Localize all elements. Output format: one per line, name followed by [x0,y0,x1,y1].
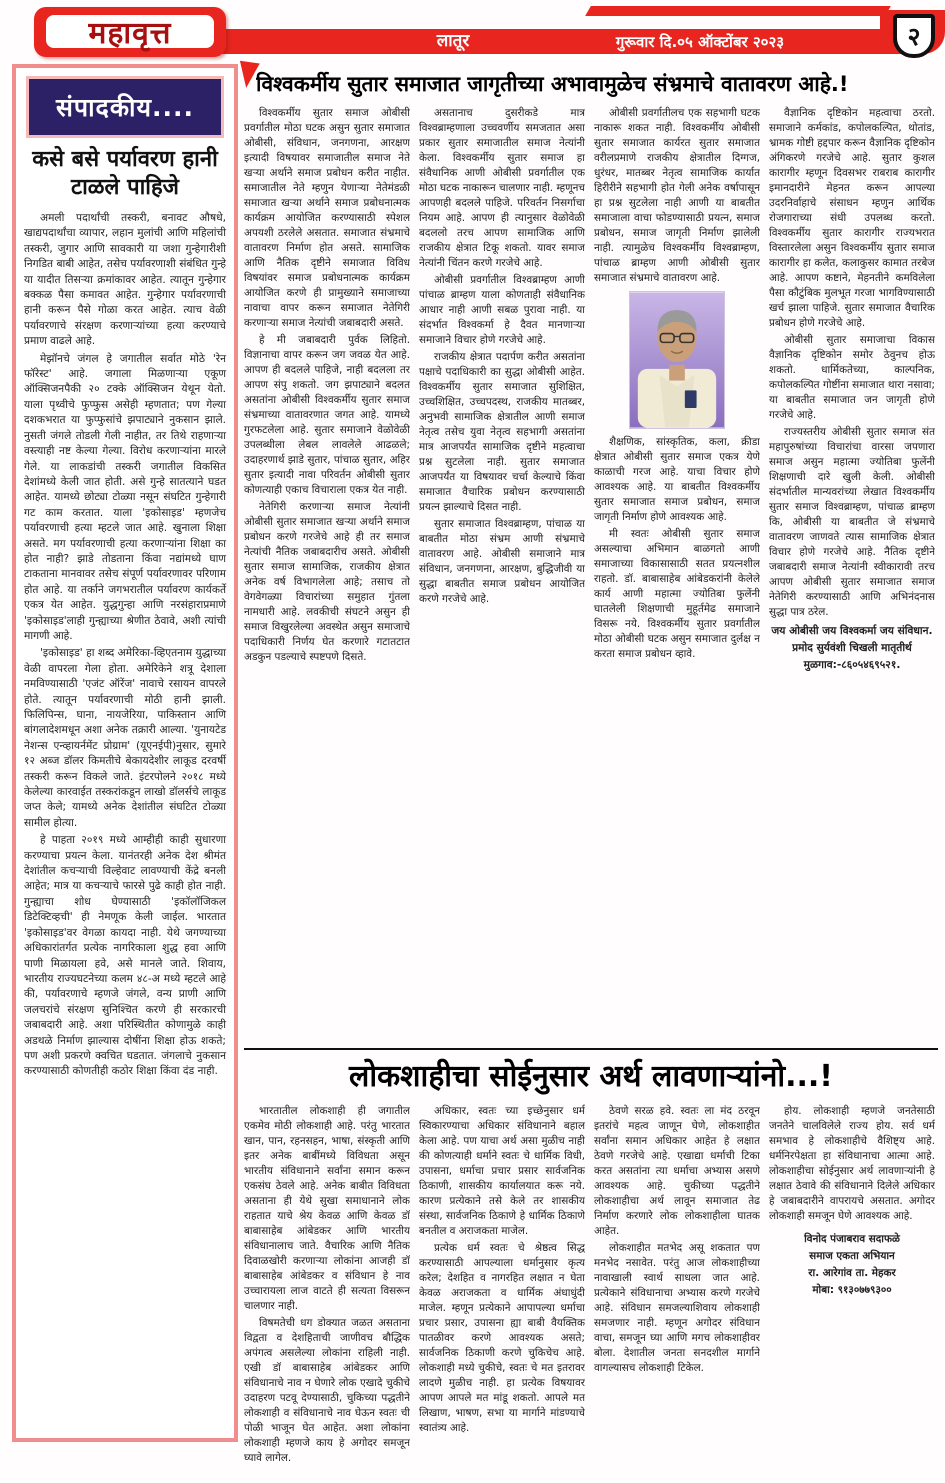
paragraph: वैज्ञानिक दृष्टिकोन महत्वाचा ठरतो. समाजाने कर्मकांड, कपोलकल्पित, थोतांड, भ्रामक गोष्टी हद्दपार करून वैज्ञानिक दृष्टिकोन अंगिकरणे गरजेचे आहे. सुतार कुशल कारागीर म्हणून दिवसभर राबराब कारागीर इमानदारीने मेहनत करून आपल्या उदरनिर्वाहाचे संसाधन म्हणुन आर्थिक रोजगाराच्या संधी उपलब्ध करतो. विश्वकर्मीय सुतार कारागीर राज्यभरात विस्तारलेला असुन विश्वकर्मीय सुतार समाज कारागीर हा कलेत, कलाकुसर कामात तरबेज आहे. आपण कष्टाने, मेहनतीने कमविलेला पैसा कौटुंबिक मुलभूत गरजा भागविण्यासाठी खर्च झाला पाहिजे. सुतार समाजात वैचारिक प्रबोधन होणे गरजेचे आहे. [769,107,935,329]
paragraph: होय. लोकशाही म्हणजे जनतेसाठी जनतेने चालविलेले राज्य होय. सर्व धर्म समभाव हे लोकशाहीचे वैशिष्ट्य आहे. धर्मनिरपेक्षता हा संविधानाचा आत्मा आहे. लोकशाहीचा सोईनुसार अर्थ लावणाऱ्यांनी हे लक्षात ठेवावे की संविधानाने दिलेले अधिकार हे जबाबदारीने वापरायचे असतात. अगोदर लोकशाही समजून घेणे आवश्यक आहे. [769,1105,935,1222]
paragraph: मोबा: ९१३०७७९३०० [812,1284,892,1296]
col3-top-text [594,106,760,286]
paragraph: ओबीसी सुतार समाजाचा विकास वैज्ञानिक दृष्टिकोन समोर ठेवुनच होऊ शकतो. धार्मिकतेच्या, काल्पनिक, कपोलकल्पित गोष्टींना समाजात थारा नसावा; या बाबतीत समाजात जन जागृती होणे गरजेचे आहे. [769,334,935,421]
paragraph: भारतातील लोकशाही ही जगातील एकमेव मोठी लोकशाही आहे. परंतु भारतात खान, पान, रहनसहन, भाषा, संस्कृती आणि इतर अनेक बाबींमध्ये विविधता असून भारतीय संविधानाने सर्वांना समान करून एकसंघ ठेवले आहे. अनेक बाबीत विविधता असताना ही येथे सुखा समाधानाने लोक राहतात याचे श्रेय केवळ आणि केवळ डॉ बाबासाहेब आंबेडकर आणि भारतीय संविधानालाच जाते. वैचारिक आणि नैतिक दिवाळखोरी करणाऱ्या लोकांना आजही डॉ बाबासाहेब आंबेडकर व संविधान हे नाव उच्चारायला लाज वाटते ही सत्यता विसरून चालणार नाही. [244,1105,410,1312]
paragraph: हे पाहता २०१९ मध्ये आम्हीही काही सुधारणा करण्याचा प्रयत्न केला. यानंतरही अनेक देश श्रीमंत देशांतील कचऱ्याची विल्हेवाट लावण्याची केंद्रे बनली आहेत; मात्र या कचऱ्याचे फारसे पुढे काही होत नाही. गुन्ह्याचा शोध घेण्यासाठी 'इकॉलॉजिकल डिटेक्टिव्हची' ही नेमणूक केली जाईल. भारतात 'इकोसाइड'वर वेगळा कायदा नाही. येथे जगण्याच्या अधिकारांतर्गत प्रत्येक नागरिकाला शुद्ध हवा आणि पाणी मिळायला हवे, असे मानले जाते. शिवाय, भारतीय राज्यघटनेच्या कलम ४८-अ मध्ये म्हटले आहे की, पर्यावरणाचे म्हणजे जंगले, वन्य प्राणी आणि जलचरांचे संरक्षण सुनिश्चित करणे ही सरकारची जबाबदारी आहे. अशा परिस्थितीत कोणामुळे काही अडथळे निर्माण झाल्यास दोषींना शिक्षा होऊ शकते; पण अशी प्रकरणे क्वचित घडतात. जंगलाचे नुकसान करण्यासाठी कोणतीही कठोर शिक्षा किंवा दंड नाही. [24,834,226,1078]
main-article-column-3 [594,106,760,1031]
second-article-column-2 [419,1104,585,1476]
editorial-section-header [26,76,224,138]
main-article [244,62,938,1047]
paragraph: असतानाच दुसरीकडे मात्र विश्वब्राम्हणाला उच्चवर्णीय समजतात असा प्रकार सुतार समाजातील समाज नेत्यांनी केला. विश्वकर्मीय सुतार समाज हा संवैधानिक आणी ओबीसी प्रवर्गातील एक मोठा घटक नाकारून चालणार नाही. म्हणूनच आपणही बदलले पाहिजे. परिवर्तन निसर्गाचा नियम आहे. आपण ही त्यानुसार वेळोवेळी बदललो तरच आपण सामाजिक आणि राजकीय क्षेत्रात टिकू शकतो. यावर समाज नेत्यांनी चिंतन करणे गरजेचे आहे. [419,107,585,269]
second-article-column-1 [244,1104,410,1476]
main-article-columns [244,106,938,1031]
col4-text [769,106,935,620]
headline-flag-icon [236,61,259,90]
paragraph: विनोद पंजाबराव सदाफळे [804,1233,900,1245]
second-article-column-4 [769,1104,935,1476]
paper-logo-inner [46,15,214,51]
main-article-column-1 [244,106,410,1031]
second-col4-text [769,1104,935,1224]
second-article [244,1048,938,1478]
main-article-signoff [769,624,935,673]
paragraph: ठेवणे सरळ हवे. स्वतः ला मंद ठरवून इतरांचे महत्व जाणून घेणे, लोकशाहीत सर्वांना समान अधिकार आहेत हे लक्षात ठेवणे गरजेचे आहे. एखाद्या धर्माची टिका करत असतांना त्या धर्माचा अभ्यास असणे आवश्यक आहे. चुकीच्या पद्धतीने लोकशाहीचा अर्थ लावून समाजात तेढ निर्माण करणारे लोक लोकशाहीला घातक आहेत. [594,1105,760,1237]
main-article-column-4 [769,106,935,1031]
main-article-headline: विश्वकर्मीय सुतार समाजात जागृतीच्या अभावामुळेच संभ्रमाचे वातावरण आहे.! [256,72,849,96]
editorial-title: कसे बसे पर्यावरण हानी टाळले पाहिजे [32,147,218,200]
paragraph: मी स्वतः ओबीसी सुतार समाज असल्याचा अभिमान बाळगतो आणी समाजाच्या विकासासाठी सतत प्रयत्नशील राहतो. डॉ. बाबासाहेब आंबेडकरांनी केलेले कार्य आणी महात्मा ज्योतिबा फुलेंनी घातलेली शिक्षणाची मुहूर्तमेढ समाजाने विसरू नये. विश्वकर्मीय सुतार प्रवर्गातील मोठा ओबीसी घटक असुन समाजात दुर्लक्ष न करता समाज प्रबोधन व्हावे. [594,528,760,660]
second-article-headline: लोकशाहीचा सोईनुसार अर्थ लावणाऱ्यांनो...! [349,1059,833,1094]
author-portrait-photo [629,291,725,429]
paper-name: महावृत्त [88,16,172,51]
col3-bottom-text [594,435,760,662]
paragraph: ओबीसी प्रवर्गातीलच एक सहभागी घटक नाकारू शकत नाही. विश्वकर्मीय ओबीसी सुतार समाजात कार्यरत सुतार समाजात वरीलप्रमाणे राजकीय क्षेत्रातील दिग्गज, धुरंधर, मातब्बर नेतृत्व सामाजिक कार्यात हिरीरीने सहभागी होत गेली अनेक वर्षापासून हा प्रश्न सुटलेला नाही आणी या बाबतीत समाजाला वाचा फोडण्यासाठी प्रयत्न, समाज प्रबोधन, समाज जागृती निर्माण झालेली नाही. त्यामुळेच विश्वकर्मीय विश्वब्राम्हण, पांचाळ ब्राम्हण आणी ओबीसी सुतार समाजात संभ्रमाचे वातावरण आहे. [594,107,760,284]
paragraph: नेतेगिरी करणाऱ्या समाज नेत्यांनी ओबीसी सुतार समाजात खऱ्या अर्थाने समाज प्रबोधन करणे गरजेचे आहे ही तर समाज नेत्यांची नैतिक जबाबदारीच असते. ओबीसी सुतार समाज सामाजिक, राजकीय क्षेत्रात अनेक वर्ष विभागलेला आहे; तसाच तो वेगवेगळ्या विचारांच्या समुहात गुंतला नामधारी आहे. लवकीची संघटने असुन ही समाज विखुरलेल्या अवस्थेत असुन समाजाचे पदाधिकारी निर्णय घेत करणारे गटातटात अडकुन पडल्याचे स्पष्टपणे दिसते. [244,501,410,663]
page-number-shield [893,14,935,58]
paragraph: जय ओबीसी जय विश्वकर्मा जय संविधान. [771,625,933,637]
paragraph: मेझॉनचे जंगल हे जगातील सर्वात मोठे 'रेन फॉरेस्ट' आहे. जगाला मिळणाऱ्या एकूण ऑक्सिजनपैकी २० टक्के ऑक्सिजन येथून येतो. याला पृथ्वीचे फुप्फुस असेही म्हणतात; पण गेल्या दशकभरात या फुप्फुसांचे झपाट्याने नुकसान झाले. नुसती जंगले तोडली गेली नाहीत, तर तिथे राहणाऱ्या वस्त्याही नष्ट केल्या गेल्या. विरोध करणाऱ्यांना मारले गेले. या लाकडांची तस्करी जगातील विकसित देशांमध्ये केली जात होती. असे गुन्हे सातत्याने घडत आहेत. यामध्ये छोट्या टोळ्या नसून संघटित गुन्हेगारी गट काम करतात. याला 'इकोसाइड' म्हणजेच पर्यावरणाची हत्या म्हटले जात आहे. खुनाला शिक्षा असते. मग पर्यावरणाची हत्या करणाऱ्यांना शिक्षा का होत नाही? झाडे तोडताना किंवा नद्यांमध्ये घाण टाकताना मानवावर तसेच संपूर्ण पर्यावरणावर परिणाम होत आहे. या तर्काने जगभरातील पर्यावरण कार्यकर्ते एकत्र येत आहेत. युद्धगुन्हा आणि नरसंहाराप्रमाणे 'इकोसाइड'लाही गुन्ह्याच्या श्रेणीत ठेवावे, अशी त्यांची मागणी आहे. [24,352,226,642]
paragraph: रा. आरेगांव ता. मेहकर [808,1267,896,1279]
paragraph: मुळगाव:-८६०५४६९५२१. [803,659,901,671]
editorial-box [12,64,238,1442]
paper-logo [34,7,226,57]
paragraph: विषमतेची धग डोक्यात जळत असताना विद्वता व देशहिताची जाणीवच बौद्धिक अपंगत्व असलेल्या लोकांना राहिली नाही. एखी डॉ बाबासाहेब आंबेडकर आणि संविधानाचे नाव न घेणारे लोक एखादे चुकीचे उदाहरण पटवू देण्यासाठी, चुकिच्या पद्धतीने लोकशाही व संविधानाचे नाव घेऊन स्वतः ची पोळी भाजून घेत आहेत. अशा लोकांना लोकशाही म्हणजे काय हे अगोदर समजून घ्यावे लागेल. [244,1317,410,1464]
editorial-section-label: संपादकीय.... [55,93,194,122]
editorial-body [24,211,226,1080]
paragraph: हे मी जबाबदारी पुर्वक लिहितो. विज्ञानाचा वापर करून जग जवळ येत आहे. आपण ही बदलले पाहिजे, नाही बदलला तर आपण संपु शकतो. जग झपाट्याने बदलत असतांना ओबीसी विश्वकर्मीय सुतार समाज संभ्रमाच्या वातावरणात जगत आहे. यामध्ये गुरफटलेला आहे. सुतार समाजाने वेळोवेळी उपलब्धीला लेबल लावलेले आढळले; उदाहरणार्थ झाडे सुतार, पांचाळ सुतार, अहिर सुतार इत्यादी नावा परिवर्तन ओबीसी सुतार कोणत्याही एकाच विचाराला एकत्र येत नाही. [244,334,410,496]
paragraph: समाज एकता अभियान [809,1250,895,1262]
paragraph: 'इकोसाइड' हा शब्द अमेरिका-व्हिएतनाम युद्धाच्या वेळी वापरला गेला होता. अमेरिकेने शत्रू देशाला नमविण्यासाठी 'एजंट ऑरेंज' नावाचे रसायन वापरले होते. त्यातून पर्यावरणाची मोठी हानी झाली. फिलिपिन्स, घाना, नायजेरिया, पाकिस्तान आणि बांगलादेशमधून अशा अनेक तक्रारी आल्या. 'युनायटेड नेशन्स एन्व्हायर्नमेंट प्रोग्राम' (यूएनईपी)नुसार, सुमारे १२ अब्ज डॉलर किमतीचे बेकायदेशीर लाकूड दरवर्षी तस्करी करून विकले जाते. इंटरपोलने २०१८ मध्ये केलेल्या कारवाईत तस्करांकडून लाखो डॉलर्सचे लाकूड जप्त केले; यामध्ये अनेक देशांतील संघटित टोळ्या सामील होत्या. [24,647,226,829]
issue-date: गुरूवार दि.०५ ऑक्टोंबर २०२३ [615,33,785,51]
paragraph: अधिकार, स्वतः च्या इच्छेनुसार धर्म स्विकारण्याचा अधिकार संविधानाने बहाल केला आहे. पण याचा अर्थ असा मुळीच नाही की कोणत्याही धर्माने स्वतः चे धार्मिक विधी, उपासना, धर्माचा प्रचार प्रसार सार्वजनिक ठिकाणी, शासकीय कार्यालयात करू नये. कारण प्रत्येकाने तसे केले तर शासकीय संस्था, सार्वजनिक ठिकाणे हे धार्मिक ठिकाणे बनतील व अराजकता माजेल. [419,1105,585,1237]
second-article-columns [244,1104,938,1476]
masthead-red-sliver [585,6,891,16]
second-article-byline [769,1232,935,1298]
paragraph: प्रमोद सुर्यवंशी चिखली मातृतीर्थ [792,642,912,654]
paragraph: अमली पदार्थांची तस्करी, बनावट औषधे, खाद्यपदार्थांचा व्यापार, लहान मुलांची आणि महिलांची तस्करी, जुगार आणि सावकारी या जशा गुन्हेगारीशी निगडित बाबी आहेत, तसेच पर्यावरणाशी संबंधित गुन्हे या यादीत तिसऱ्या क्रमांकावर आहेत. त्यातून गुन्हेगार बक्कळ पैसा कमावत आहेत. गुन्हेगार पर्यावरणाची हानी करून पैसे गोळा करत आहेत. त्याच वेळी पर्यावरणाचे संरक्षण करणाऱ्यांच्या हत्या करण्याचे प्रमाण वाढले आहे. [24,212,226,348]
paragraph: राज्यस्तरीय ओबीसी सुतार समाज संत महापुरुषांच्या विचारांचा वारसा जपणारा समाज असुन महात्मा ज्योतिबा फुलेंनी शिक्षणाची दारे खुली केली. ओबीसी संदर्भातील मान्यवरांच्या लेखात विश्वकर्मीय सुतार समाज विश्वब्राम्हण, पांचाळ ब्राम्हण कि, ओबीसी या बाबतीत जे संभ्रमाचे वातावरण जाणवते त्यास सामाजिक क्षेत्रात विचार होणे गरजेचे आहे. नैतिक दृष्टीने जबाबदारी समाज नेत्यांनी स्वीकारावी तरच आपण ओबीसी सुतार समाजात समाज नेतेगिरी करण्यासाठी आणि अभिनंदनास सुद्धा पात्र ठरेल. [769,426,935,618]
paragraph: राजकीय क्षेत्रात पदार्पण करीत असतांना पक्षाचे पदाधिकारी का सुद्धा ओबीसी आहेत. विश्वकर्मीय सुतार समाजात सुशिक्षित, उच्चशिक्षित, उच्चपदस्थ, राजकीय मातब्बर, अनुभवी सामाजिक क्षेत्रातील आणी समाज नेतृत्व तसेच युवा नेतृत्व सहभागी असतांना मात्र आजपर्यंत सामाजिक दृष्टीने महत्वाचा प्रश्न सुटलेला नाही. सुतार समाजात आजपर्यंत या विषयावर चर्चा केल्याचे किंवा समाजात वैचारिक प्रबोधन करण्यासाठी प्रयत्न झाल्याचे दिसत नाही. [419,351,585,513]
paragraph: ओबीसी प्रवर्गातील विश्वब्राम्हण आणी पांचाळ ब्राम्हण याला कोणताही संवैधानिक आधार नाही आणी सबळ पुरावा नाही. या संदर्भात विश्वकर्मा हे दैवत मानणाऱ्या समाजाने विचार होणे गरजेचे आहे. [419,274,585,346]
paragraph: लोकशाहीत मतभेद असू शकतात पण मनभेद नसावेत. परंतु आज लोकशाहीच्या नावाखाली स्वार्थ साधला जात आहे. प्रत्येकाने संविधानाचा अभ्यास करणे गरजेचे आहे. संविधान समजल्याशिवाय लोकशाही समजणार नाही. म्हणून अगोदर संविधान वाचा, समजून घ्या आणि मगच लोकशाहीवर बोला. देशातील जनता सनदशील मार्गाने वागल्यासच लोकशाही टिकेल. [594,1242,760,1374]
masthead [0,0,945,60]
second-article-column-3 [594,1104,760,1476]
main-article-column-2 [419,106,585,1031]
paragraph: विश्वकर्मीय सुतार समाज ओबीसी प्रवर्गातील मोठा घटक असुन सुतार समाजात ओबीसी, संविधान, जनगणना, आरक्षण इत्यादी विषयावर समाजातील समाज नेते खऱ्या अर्थाने समाज प्रबोधन करीत नाहीत. समाजातील नेते म्हणुन येणाऱ्या नेतेमंडळी समाजात खऱ्या अर्थाने समाज प्रबोधनात्मक कार्यक्रम आयोजित करण्यासाठी स्पेशल अपयशी ठरलेले असतात. समाजात संभ्रमाचे वातावरण निर्माण होत असते. सामाजिक आणि नैतिक दृष्टीने समाजात विविध विषयांवर समाज प्रबोधनात्मक कार्यक्रम आयोजित करणे ही प्रामुख्याने समाजाच्या नावाचा वापर करून समाजात नेतेगिरी करणाऱ्या समाज नेत्यांची जबाबदारी असते. [244,107,410,329]
edition-city: लातूर [436,31,470,51]
page-number: २ [907,22,921,51]
paragraph: सुतार समाजात विश्वब्राम्हण, पांचाळ या बाबतीत मोठा संभ्रम आणी संभ्रमाचे वातावरण आहे. ओबीसी समाजाने मात्र संविधान, जनगणना, आरक्षण, बुद्धिजीवी या सुद्धा बाबतीत समाज प्रबोधन आयोजित करणे गरजेचे आहे. [419,518,585,605]
paragraph: शैक्षणिक, सांस्कृतिक, कला, क्रीडा क्षेत्रात ओबीसी सुतार समाज एकत्र येणे काळाची गरज आहे. याचा विचार होणे आवश्यक आहे. या बाबतीत विश्वकर्मीय सुतार समाजात समाज प्रबोधन, समाज जागृती निर्माण होणे आवश्यक आहे. [594,436,760,523]
paragraph: प्रत्येक धर्म स्वतः चे श्रेष्ठत्व सिद्ध करण्यासाठी आपल्याला धर्मानुसार कृत्य करेल; देशहित व नागरहित लक्षात न घेता केवळ अराजकता व धार्मिक अंधाधुंदी माजेल. म्हणून प्रत्येकाने आपापल्या धर्माचा प्रचार प्रसार, उपासना ह्या बाबी वैयक्तिक पातळीवर करणे आवश्यक असते; सार्वजनिक ठिकाणी करणे चुकिचेच आहे. लोकशाही मध्ये चुकीचे, स्वतः चे मत इतरावर लादणे मुळीच नाही. हा प्रत्येक विषयावर आपण आपले मत मांडू शकतो. आपले मत लिखाण, भाषण, सभा या मार्गाने मांडण्याचे स्वातंत्र्य आहे. [419,1242,585,1434]
